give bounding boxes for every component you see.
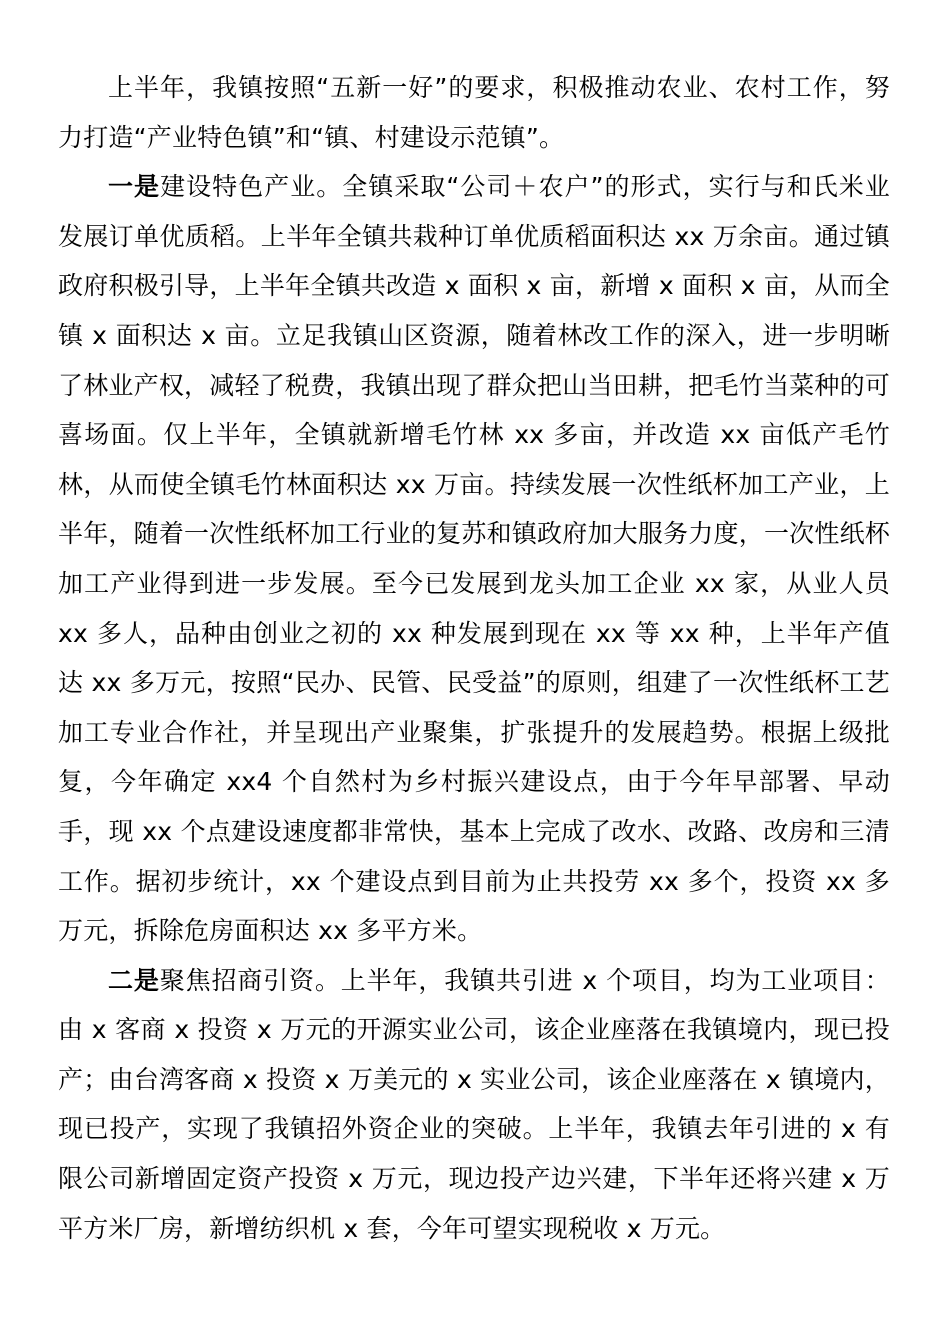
paragraph-investment-attraction-text: 聚焦招商引资。上半年，我镇共引进 x 个项目，均为工业项目：由 x 客商 x 投资 x 万元的开源实业公司，该企业座落在我镇境内，现已投产；由台湾客商 x 投资 x 万美元的 x 实业公司，该企业座落在 x 镇境内，现已投产，实现了我镇招外资企业的突破。上半年，我镇去年引进的 x 有限公司新增固定资产投资 x 万元，现边投产边兴建，下半年还将兴建 x 万平方米厂房，新增纺织机 x 套，今年可望实现税收 x 万元。 [58,965,890,1243]
paragraph-investment-attraction-lead: 二是 [108,965,160,995]
paragraph-specialty-industry [58,162,890,956]
paragraph-intro [58,63,890,162]
paragraph-investment-attraction [58,956,890,1254]
paragraph-intro-text: 上半年，我镇按照“五新一好”的要求，积极推动农业、农村工作，努力打造“产业特色镇”和“镇、村建设示范镇”。 [58,73,890,152]
paragraph-specialty-industry-text: 建设特色产业。全镇采取“公司＋农户”的形式，实行与和氏米业发展订单优质稻。上半年全镇共栽种订单优质稻面积达 xx 万余亩。通过镇政府积极引导，上半年全镇共改造 x 面积 x 亩，新增 x 面积 x 亩，从而全镇 x 面积达 x 亩。立足我镇山区资源，随着林改工作的深入，进一步明晰了林业产权，减轻了税费，我镇出现了群众把山当田耕，把毛竹当菜种的可喜场面。仅上半年，全镇就新增毛竹林 xx 多亩，并改造 xx 亩低产毛竹林，从而使全镇毛竹林面积达 xx 万亩。持续发展一次性纸杯加工产业，上半年，随着一次性纸杯加工行业的复苏和镇政府加大服务力度，一次性纸杯加工产业得到进一步发展。至今已发展到龙头加工企业 xx 家，从业人员 xx 多人，品种由创业之初的 xx 种发展到现在 xx 等 xx 种，上半年产值达 xx 多万元，按照“民办、民管、民受益”的原则，组建了一次性纸杯工艺加工专业合作社，并呈现出产业聚集，扩张提升的发展趋势。根据上级批复，今年确定 xx4 个自然村为乡村振兴建设点，由于今年早部署、早动手，现 xx 个点建设速度都非常快，基本上完成了改水、改路、改房和三清工作。据初步统计，xx 个建设点到目前为止共投劳 xx 多个，投资 xx 多万元，拆除危房面积达 xx 多平方米。 [58,172,890,946]
document-body [58,63,890,1253]
paragraph-specialty-industry-lead: 一是 [108,172,161,202]
